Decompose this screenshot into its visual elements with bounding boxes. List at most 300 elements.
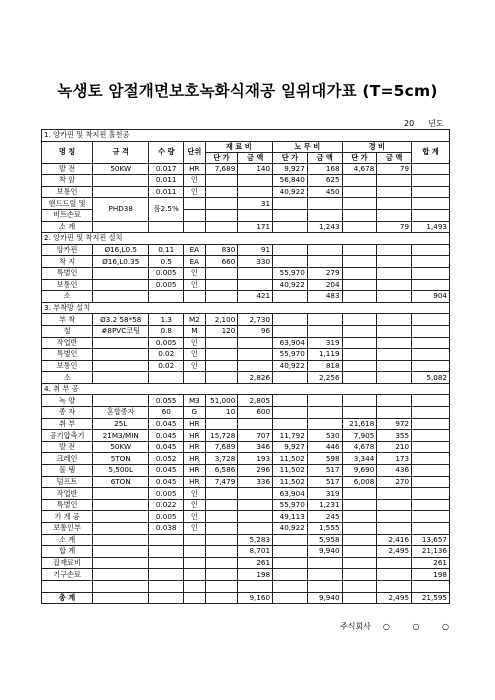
cell-labor-amount [307, 569, 342, 581]
cell-labor-unit-price [273, 209, 308, 221]
table-row [42, 175, 450, 187]
cell-labor-unit-price: 55,970 [273, 499, 308, 511]
cell-name: 앙카핀 [42, 244, 93, 256]
cell-material-unit-price: 660 [205, 256, 238, 268]
cell-name: 기구손료 [42, 569, 93, 581]
cell-unit: 인 [184, 488, 205, 500]
cell-expense-amount: 173 [377, 453, 412, 465]
cell-expense-unit-price [342, 395, 377, 407]
cell-labor-unit-price [273, 372, 308, 384]
cell-expense-amount: 2,416 [377, 534, 412, 546]
cell-material-unit-price [205, 175, 238, 187]
cell-material-unit-price [205, 279, 238, 291]
cell-labor-unit-price: 55,970 [273, 267, 308, 279]
cell-qty: 0.5 [149, 256, 184, 268]
cell-qty: 0.02 [149, 349, 184, 361]
year-label [404, 118, 444, 129]
cell-material-unit-price [205, 198, 238, 210]
cell-labor-unit-price: 9,927 [273, 441, 308, 453]
cell-name: 보통인 [42, 186, 93, 198]
table-row [42, 349, 450, 361]
cell-expense-unit-price [342, 499, 377, 511]
cell-expense-unit-price [342, 221, 377, 233]
cell-material-unit-price: 3,728 [205, 453, 238, 465]
cell-labor-amount: 319 [307, 337, 342, 349]
table-row [42, 418, 450, 430]
cell-qty: 0.052 [149, 453, 184, 465]
table-row [42, 534, 450, 546]
cell-total [412, 337, 450, 349]
cell-material-unit-price [205, 511, 238, 523]
cell-total [412, 256, 450, 268]
cell-material-amount: 5,283 [238, 534, 273, 546]
cost-table [41, 129, 450, 604]
cell-material-amount [238, 523, 273, 535]
cell-material-amount [238, 279, 273, 291]
cell-labor-unit-price [273, 580, 308, 592]
cell-unit [184, 557, 205, 569]
cell-labor-amount: 450 [307, 186, 342, 198]
section-header [42, 383, 450, 395]
cell-total [412, 244, 450, 256]
cell-material-amount [238, 337, 273, 349]
cell-material-unit-price [205, 221, 238, 233]
cell-expense-amount [377, 395, 412, 407]
cell-expense-amount: 210 [377, 441, 412, 453]
cell-qty: 0.045 [149, 430, 184, 442]
cell-labor-unit-price: 63,904 [273, 488, 308, 500]
table-row [42, 291, 450, 303]
cell-qty: 0.055 [149, 395, 184, 407]
cell-qty: 0.005 [149, 279, 184, 291]
cell-name: 핸드드릴 및 [42, 198, 93, 210]
cell-expense-amount: 79 [377, 163, 412, 175]
cell-total [412, 441, 450, 453]
cell-material-unit-price: 51,000 [205, 395, 238, 407]
cell-labor-unit-price: 11,502 [273, 476, 308, 488]
cell-labor-unit-price [273, 546, 308, 558]
cell-qty [149, 580, 184, 592]
cell-total: 5,082 [412, 372, 450, 384]
cell-material-amount [238, 209, 273, 221]
table-row [42, 186, 450, 198]
cell-labor-amount [307, 580, 342, 592]
cell-name [42, 580, 93, 592]
cell-spec [93, 221, 149, 233]
table-row [42, 476, 450, 488]
cell-spec [93, 592, 149, 604]
cell-expense-amount [377, 209, 412, 221]
cell-material-unit-price [205, 337, 238, 349]
cell-name: 크레인 [42, 453, 93, 465]
cell-unit: 인 [184, 337, 205, 349]
table-row [42, 407, 450, 419]
cell-material-unit-price: 7,689 [205, 441, 238, 453]
company-signature [340, 621, 459, 632]
cell-qty [149, 372, 184, 384]
cell-spec: 50KW [93, 163, 149, 175]
cell-expense-unit-price [342, 592, 377, 604]
cell-name: 덤프트 [42, 476, 93, 488]
cell-labor-amount: 1,119 [307, 349, 342, 361]
section-title: 2. 앙카핀 및 착지핀 설치 [42, 233, 450, 245]
table-row [42, 256, 450, 268]
cell-expense-amount: 2,495 [377, 546, 412, 558]
cell-name: 소 [42, 372, 93, 384]
cell-expense-unit-price [342, 198, 377, 210]
cell-material-amount: 198 [238, 569, 273, 581]
cell-total [412, 430, 450, 442]
table-row [42, 337, 450, 349]
table-row [42, 523, 450, 535]
cell-total [412, 360, 450, 372]
cell-unit [184, 291, 205, 303]
cell-labor-unit-price [273, 534, 308, 546]
cell-expense-amount [377, 244, 412, 256]
cell-labor-unit-price: 11,502 [273, 453, 308, 465]
cell-expense-amount [377, 291, 412, 303]
cell-qty: 1.3 [149, 314, 184, 326]
cell-labor-unit-price [273, 314, 308, 326]
cell-material-unit-price [205, 360, 238, 372]
cell-spec [93, 569, 149, 581]
cell-spec [93, 546, 149, 558]
cell-expense-amount [377, 337, 412, 349]
cell-labor-amount: 446 [307, 441, 342, 453]
cell-labor-unit-price: 11,792 [273, 430, 308, 442]
cell-spec [93, 349, 149, 361]
cell-expense-amount [377, 372, 412, 384]
cell-labor-unit-price [273, 325, 308, 337]
cell-material-amount: 91 [238, 244, 273, 256]
cell-labor-unit-price: 11,502 [273, 465, 308, 477]
cell-material-amount: 707 [238, 430, 273, 442]
cell-expense-unit-price [342, 360, 377, 372]
cell-labor-unit-price [273, 557, 308, 569]
cell-expense-unit-price [342, 534, 377, 546]
cell-name: 비트손료 [42, 209, 93, 221]
cell-total: 261 [412, 557, 450, 569]
cell-expense-unit-price [342, 488, 377, 500]
cell-expense-amount [377, 511, 412, 523]
cell-unit: 인 [184, 523, 205, 535]
cell-qty: 품2.5% [149, 198, 184, 221]
cell-labor-unit-price: 55,970 [273, 349, 308, 361]
cell-material-unit-price [205, 592, 238, 604]
col-material: 재 료 비 [205, 141, 272, 152]
cell-expense-unit-price: 4,678 [342, 441, 377, 453]
cell-expense-unit-price [342, 511, 377, 523]
cell-expense-unit-price [342, 186, 377, 198]
cell-qty: 0.005 [149, 488, 184, 500]
table-row [42, 580, 450, 592]
cell-name: 보통인 [42, 360, 93, 372]
cell-total: 13,657 [412, 534, 450, 546]
cell-labor-amount: 9,940 [307, 546, 342, 558]
cell-expense-unit-price: 7,905 [342, 430, 377, 442]
section-title: 3. 부착망 설치 [42, 302, 450, 314]
cell-name: 취 부 [42, 418, 93, 430]
page-title: 녹생토 암절개면보호녹화식재공 일위대가표 (T=5cm) [57, 82, 438, 100]
cell-material-amount [238, 488, 273, 500]
cell-expense-unit-price: 9,690 [342, 465, 377, 477]
table-row [42, 430, 450, 442]
cell-expense-amount [377, 256, 412, 268]
cell-labor-amount: 517 [307, 465, 342, 477]
cell-qty: 0.011 [149, 186, 184, 198]
cell-material-amount: 96 [238, 325, 273, 337]
cell-unit: HR [184, 453, 205, 465]
cell-spec [93, 186, 149, 198]
table-row [42, 244, 450, 256]
cell-unit: HR [184, 476, 205, 488]
table-row [42, 499, 450, 511]
cell-labor-unit-price [273, 221, 308, 233]
cell-name: 특별인 [42, 499, 93, 511]
cell-name: 총 계 [42, 592, 93, 604]
cell-labor-unit-price [273, 418, 308, 430]
cell-total: 1,493 [412, 221, 450, 233]
cell-spec: Ø16,L0.35 [93, 256, 149, 268]
cell-expense-amount: 355 [377, 430, 412, 442]
cell-total [412, 523, 450, 535]
cell-unit [184, 546, 205, 558]
cell-qty [149, 221, 184, 233]
cell-material-unit-price: 7,689 [205, 163, 238, 175]
cell-name: 착 지 [42, 256, 93, 268]
cell-expense-unit-price [342, 580, 377, 592]
cell-expense-unit-price: 6,008 [342, 476, 377, 488]
table-row [42, 279, 450, 291]
table-row [42, 441, 450, 453]
cell-total [412, 314, 450, 326]
cell-qty [149, 569, 184, 581]
cell-labor-unit-price: 63,904 [273, 337, 308, 349]
cell-labor-unit-price: 9,927 [273, 163, 308, 175]
cell-labor-amount: 818 [307, 360, 342, 372]
cell-total [412, 198, 450, 210]
cell-material-unit-price [205, 534, 238, 546]
cell-material-unit-price [205, 546, 238, 558]
cell-material-amount [238, 418, 273, 430]
cell-material-amount [238, 360, 273, 372]
cell-name: 부 착 [42, 314, 93, 326]
cell-material-amount: 2,730 [238, 314, 273, 326]
section-header [42, 302, 450, 314]
cell-material-amount: 261 [238, 557, 273, 569]
cell-material-unit-price: 2,100 [205, 314, 238, 326]
cell-unit: HR [184, 163, 205, 175]
cell-expense-unit-price [342, 279, 377, 291]
cell-name: 보통인부 [42, 523, 93, 535]
cell-material-amount [238, 499, 273, 511]
cell-name: 소 계 [42, 534, 93, 546]
cell-labor-unit-price [273, 198, 308, 210]
cell-unit: G [184, 407, 205, 419]
col-unit-price: 단 가 [342, 152, 377, 163]
cell-material-amount: 9,160 [238, 592, 273, 604]
cell-spec [93, 337, 149, 349]
cell-spec [93, 267, 149, 279]
cell-material-amount: 171 [238, 221, 273, 233]
cell-qty: 0.045 [149, 441, 184, 453]
cell-expense-unit-price [342, 314, 377, 326]
section-header [42, 130, 450, 142]
cell-spec [93, 372, 149, 384]
cell-material-unit-price [205, 488, 238, 500]
cell-expense-amount [377, 349, 412, 361]
cell-name: 특별인 [42, 349, 93, 361]
cell-expense-unit-price [342, 291, 377, 303]
cell-qty: 0.8 [149, 325, 184, 337]
cell-material-unit-price: 6,586 [205, 465, 238, 477]
cell-material-unit-price [205, 209, 238, 221]
cell-unit: 인 [184, 349, 205, 361]
cell-material-amount [238, 267, 273, 279]
column-header-row [42, 141, 450, 152]
cell-spec [93, 488, 149, 500]
cell-total [412, 580, 450, 592]
section-header [42, 233, 450, 245]
cell-total [412, 349, 450, 361]
cell-expense-unit-price [342, 267, 377, 279]
cell-qty [149, 592, 184, 604]
cell-spec [93, 557, 149, 569]
col-labor: 노 무 비 [273, 141, 343, 152]
cell-name: 착 암 [42, 175, 93, 187]
cell-total [412, 325, 450, 337]
cell-labor-unit-price [273, 291, 308, 303]
table-row [42, 325, 450, 337]
cell-name: 작업반 [42, 337, 93, 349]
cell-labor-amount [307, 418, 342, 430]
cell-expense-unit-price: 3,344 [342, 453, 377, 465]
cell-material-amount [238, 349, 273, 361]
cell-unit: HR [184, 418, 205, 430]
cell-qty: 0.022 [149, 499, 184, 511]
cell-labor-unit-price: 49,113 [273, 511, 308, 523]
cell-unit [184, 198, 205, 210]
cell-name: 보통인 [42, 279, 93, 291]
table-row [42, 314, 450, 326]
cell-name: 발 전 [42, 441, 93, 453]
cell-material-amount: 2,826 [238, 372, 273, 384]
cell-total [412, 395, 450, 407]
cell-total [412, 499, 450, 511]
cell-name: 소 계 [42, 221, 93, 233]
cell-expense-unit-price [342, 407, 377, 419]
cell-total [412, 267, 450, 279]
cell-material-amount: 8,701 [238, 546, 273, 558]
cell-labor-amount [307, 256, 342, 268]
cell-expense-amount [377, 175, 412, 187]
cell-spec: 5,500L [93, 465, 149, 477]
cell-total [412, 407, 450, 419]
cell-expense-amount [377, 360, 412, 372]
cell-unit: HR [184, 465, 205, 477]
cell-material-amount: 296 [238, 465, 273, 477]
cell-qty: 0.045 [149, 465, 184, 477]
col-expense: 경 비 [342, 141, 412, 152]
table-row [42, 453, 450, 465]
cell-spec [93, 580, 149, 592]
cell-name: 녹 양 [42, 395, 93, 407]
cell-expense-amount [377, 407, 412, 419]
cell-total: 198 [412, 569, 450, 581]
cell-material-unit-price [205, 499, 238, 511]
cell-qty: 0.045 [149, 476, 184, 488]
cell-unit: 인 [184, 360, 205, 372]
cell-qty: 0.005 [149, 511, 184, 523]
cell-expense-amount [377, 186, 412, 198]
cell-expense-amount [377, 557, 412, 569]
cell-unit [184, 372, 205, 384]
table-row [42, 360, 450, 372]
cell-expense-amount [377, 569, 412, 581]
cell-name: 종 자 [42, 407, 93, 419]
cell-spec [93, 511, 149, 523]
cell-material-unit-price [205, 372, 238, 384]
cell-total [412, 488, 450, 500]
cell-material-amount: 600 [238, 407, 273, 419]
cell-labor-amount: 530 [307, 430, 342, 442]
cell-labor-amount: 279 [307, 267, 342, 279]
cell-material-unit-price [205, 569, 238, 581]
cell-total [412, 175, 450, 187]
cell-unit: 인 [184, 279, 205, 291]
cell-material-amount: 193 [238, 453, 273, 465]
cell-material-unit-price [205, 267, 238, 279]
cell-labor-amount [307, 209, 342, 221]
cell-qty: 0.017 [149, 163, 184, 175]
cell-labor-amount: 2,256 [307, 372, 342, 384]
cell-expense-amount [377, 499, 412, 511]
cell-material-unit-price: 120 [205, 325, 238, 337]
cell-total [412, 279, 450, 291]
cell-total [412, 511, 450, 523]
table-row [42, 488, 450, 500]
col-total: 합 계 [412, 141, 450, 163]
cell-name: 철 [42, 325, 93, 337]
cell-expense-unit-price [342, 175, 377, 187]
cell-total [412, 186, 450, 198]
cell-labor-unit-price [273, 407, 308, 419]
cell-labor-amount [307, 325, 342, 337]
cell-unit: 인 [184, 267, 205, 279]
cell-qty [149, 291, 184, 303]
cell-material-unit-price [205, 523, 238, 535]
cell-name: 기 계 공 [42, 511, 93, 523]
cell-material-unit-price [205, 349, 238, 361]
cell-unit [184, 569, 205, 581]
cell-expense-unit-price: 21,618 [342, 418, 377, 430]
cell-labor-amount: 9,940 [307, 592, 342, 604]
cell-total: 21,136 [412, 546, 450, 558]
cell-expense-amount: 79 [377, 221, 412, 233]
cell-total: 904 [412, 291, 450, 303]
cell-labor-amount: 319 [307, 488, 342, 500]
cell-expense-unit-price: 4,678 [342, 163, 377, 175]
cell-expense-unit-price [342, 256, 377, 268]
cell-expense-amount: 972 [377, 418, 412, 430]
cell-labor-unit-price [273, 244, 308, 256]
cell-labor-amount: 168 [307, 163, 342, 175]
cell-expense-unit-price [342, 325, 377, 337]
year-prefix: 20 [404, 119, 415, 128]
cell-expense-amount: 270 [377, 476, 412, 488]
cell-material-unit-price [205, 291, 238, 303]
col-amount: 금 액 [307, 152, 342, 163]
